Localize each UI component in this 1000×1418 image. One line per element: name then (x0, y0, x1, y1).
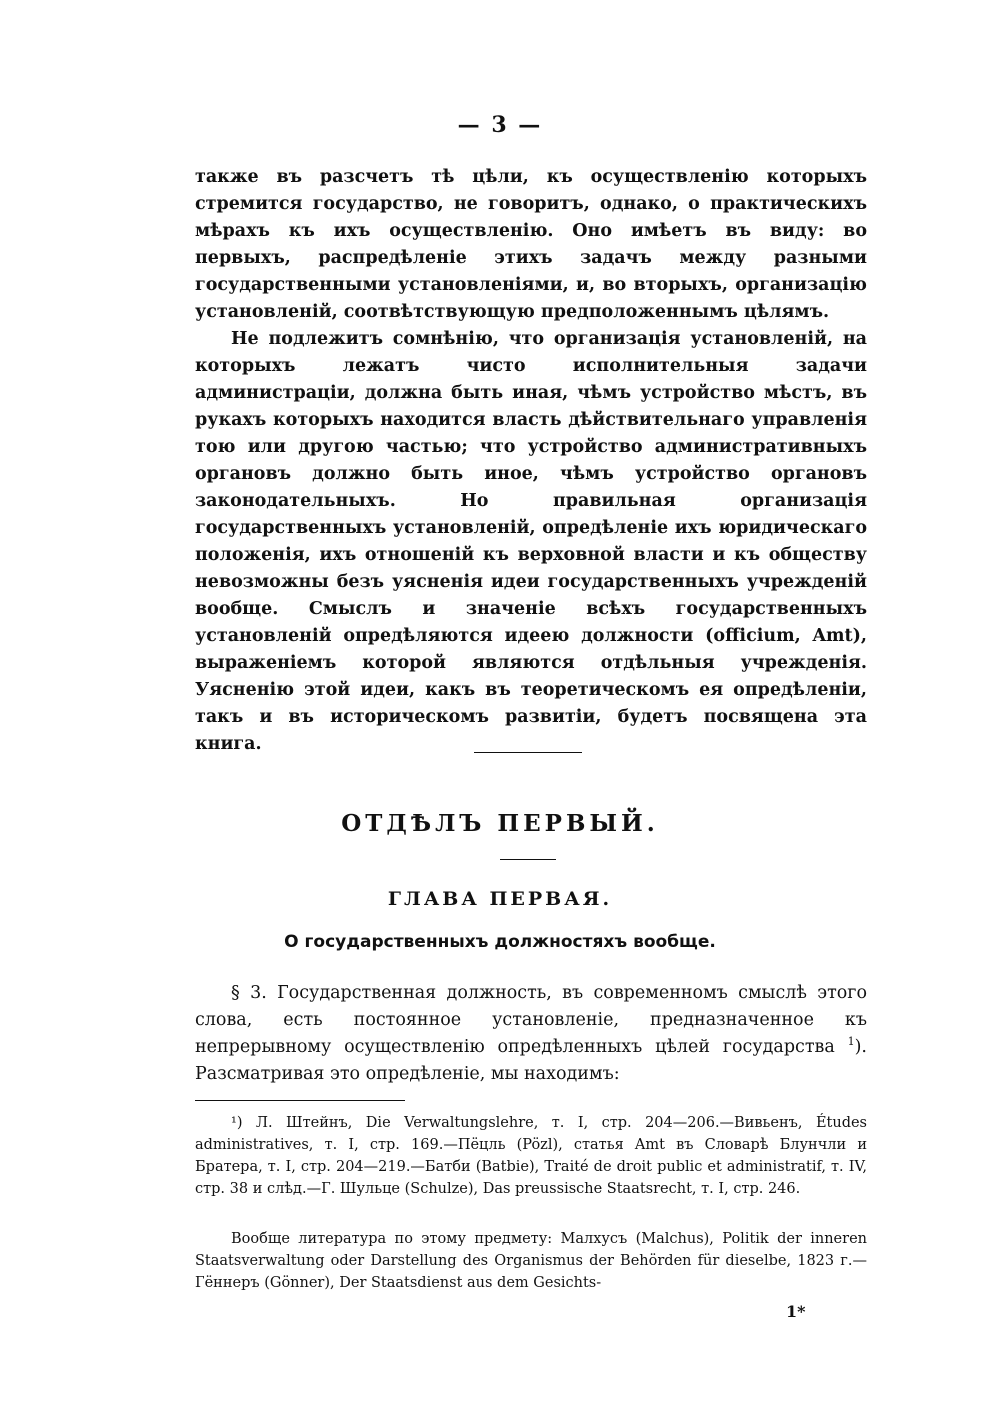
chapter-subtitle: О государственныхъ должностяхъ вообще. (284, 932, 716, 952)
footnote-1: ¹) Л. Штейнъ, Die Verwaltungslehre, т. I, стр. 204—206.—Вивьенъ, Études administratives, т. I, стр. 169.—Пёцль (Pözl), статья Amt въ Словарѣ Блунчли и Братера, т. I, стр. 204—219.—Батби (Batbie), Traité de droit public et administratif, т. IV, стр. 38 и слѣд.—Г. Шульце (Schulze), Das preussische Staatsrecht, т. I, стр. 246. (195, 1115, 867, 1197)
page-number: — 3 — (457, 112, 543, 138)
section-divider (474, 752, 582, 753)
footnote-reference: 1 (847, 1035, 855, 1049)
heading-divider (500, 859, 556, 860)
footnote-literature: Вообще литература по этому предмету: Малхусъ (Malchus), Politik der inneren Staatsverwaltung oder Darstellung des Organismus der Behörden für dieselbe, 1823 г.—Гённеръ (Gönner), Der Staatsdienst aus dem Gesichts- (195, 1231, 867, 1291)
paragraph-text-after: ). Разсматривая это опредѣленіе, мы находимъ: (195, 1037, 867, 1084)
footnote-separator (195, 1100, 405, 1101)
chapter-heading: ГЛАВА ПЕРВАЯ. (387, 888, 613, 910)
paragraph-introduction: Не подлежитъ сомнѣнію, что организація установленій, на которыхъ лежатъ чисто исполнительныя задачи администраціи, должна быть иная, чѣмъ устройство мѣстъ, въ рукахъ которыхъ находится власть дѣйствительнаго управленія тою или другою частью; что устройство административныхъ органовъ должно быть иное, чѣмъ устройство органовъ законодательныхъ. Но правильная организація государственныхъ установленій, опредѣленіе ихъ юридическаго положенія, ихъ отношеній къ верховной власти и къ обществу невозможны безъ уясненія идеи государственныхъ учрежденій вообще. Смыслъ и значеніе всѣхъ государственныхъ установленій опредѣляются идеею должности (officium, Amt), выраженіемъ которой являются отдѣльныя учрежденія. Уясненію этой идеи, какъ въ теоретическомъ ея опредѣленіи, такъ и въ историческомъ развитіи, будетъ посвящена эта книга. (195, 329, 867, 754)
paragraph-section-3 (195, 980, 867, 1088)
paragraph-text: § 3. Государственная должность, въ современномъ смыслѣ этого слова, есть постоянное установленіе, предназначенное къ непрерывному осуществленію опредѣленныхъ цѣлей государства (195, 983, 867, 1057)
signature-mark: 1* (786, 1302, 806, 1321)
paragraph-continued: также въ разсчетъ тѣ цѣли, къ осуществленію которыхъ стремится государство, не говоритъ, однако, о практическихъ мѣрахъ къ ихъ осуществленію. Оно имѣетъ въ виду: во первыхъ, распредѣленіе этихъ задачъ между разными государственными установленіями, и, во вторыхъ, организацію установленій, соотвѣтствующую предположеннымъ цѣлямъ. (195, 167, 867, 322)
section-heading: ОТДѢЛЪ ПЕРВЫЙ. (341, 810, 659, 837)
